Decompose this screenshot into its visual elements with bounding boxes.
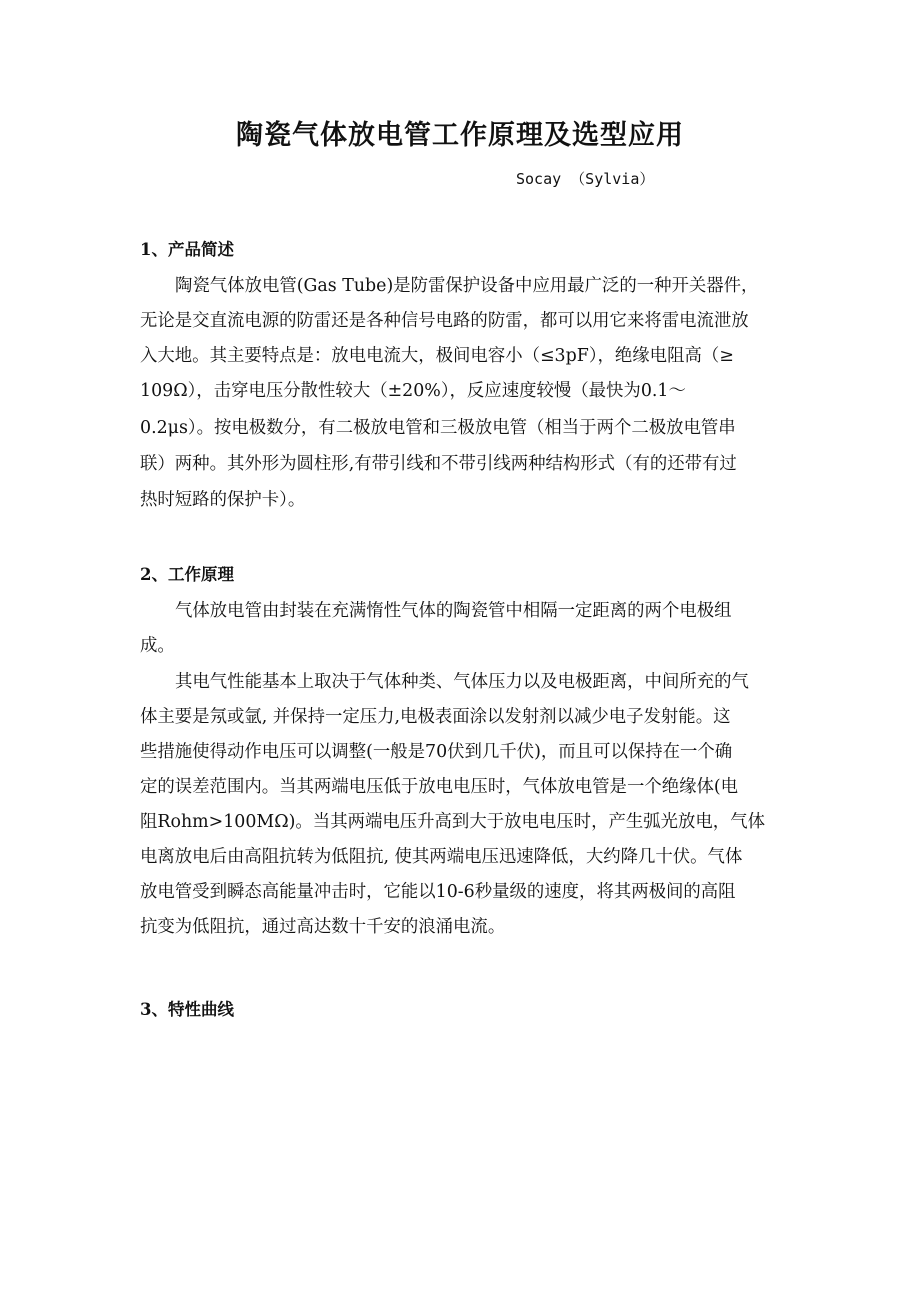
paragraph-line: 成。 [140, 636, 175, 656]
paragraph-line: 电离放电后由高阻抗转为低阻抗, 使其两端电压迅速降低，大约降几十伏。气体 [140, 847, 743, 867]
paragraph-line: 0.2μs）。按电极数分，有二极放电管和三极放电管（相当于两个二极放电管串 [140, 418, 736, 438]
paragraph-line: 无论是交直流电源的防雷还是各种信号电路的防雷，都可以用它来将雷电流泄放 [140, 311, 749, 331]
section-heading-characteristic-curve: 3、特性曲线 [140, 1000, 234, 1019]
section-heading-working-principle: 2、工作原理 [140, 565, 234, 584]
paragraph-line: 入大地。其主要特点是：放电电流大，极间电容小（≤3pF），绝缘电阻高（≥ [140, 346, 734, 366]
paragraph-line: 体主要是氖或氩, 并保持一定压力,电极表面涂以发射剂以减少电子发射能。这 [140, 707, 731, 727]
paragraph-line: 联）两种。其外形为圆柱形,有带引线和不带引线两种结构形式（有的还带有过 [140, 454, 737, 474]
paragraph-line: 些措施使得动作电压可以调整(一般是70伏到几千伏)，而且可以保持在一个确 [140, 742, 733, 762]
section-heading-overview: 1、产品简述 [140, 240, 234, 259]
paragraph-line: 抗变为低阻抗，通过高达数十千安的浪涌电流。 [140, 917, 506, 937]
paragraph-line: 热时短路的保护卡）。 [140, 490, 306, 510]
paragraph-line: 阻Rohm>100MΩ)。当其两端电压升高到大于放电电压时，产生弧光放电，气体 [140, 812, 765, 832]
paragraph-line: 其电气性能基本上取决于气体种类、气体压力以及电极距离，中间所充的气 [175, 672, 749, 692]
paragraph-line: 陶瓷气体放电管(Gas Tube)是防雷保护设备中应用最广泛的一种开关器件， [175, 276, 759, 296]
paragraph-line: 放电管受到瞬态高能量冲击时，它能以10-6秒量级的速度，将其两极间的高阻 [140, 882, 736, 902]
paragraph-line: 定的误差范围内。当其两端电压低于放电电压时，气体放电管是一个绝缘体(电 [140, 777, 739, 797]
paragraph-line: 气体放电管由封装在充满惰性气体的陶瓷管中相隔一定距离的两个电极组 [175, 601, 732, 621]
paragraph-line: 109Ω），击穿电压分散性较大（±20%），反应速度较慢（最快为0.1～ [140, 381, 686, 401]
document-title: 陶瓷气体放电管工作原理及选型应用 [236, 120, 684, 151]
document-author: Socay （Sylvia） [516, 170, 655, 188]
